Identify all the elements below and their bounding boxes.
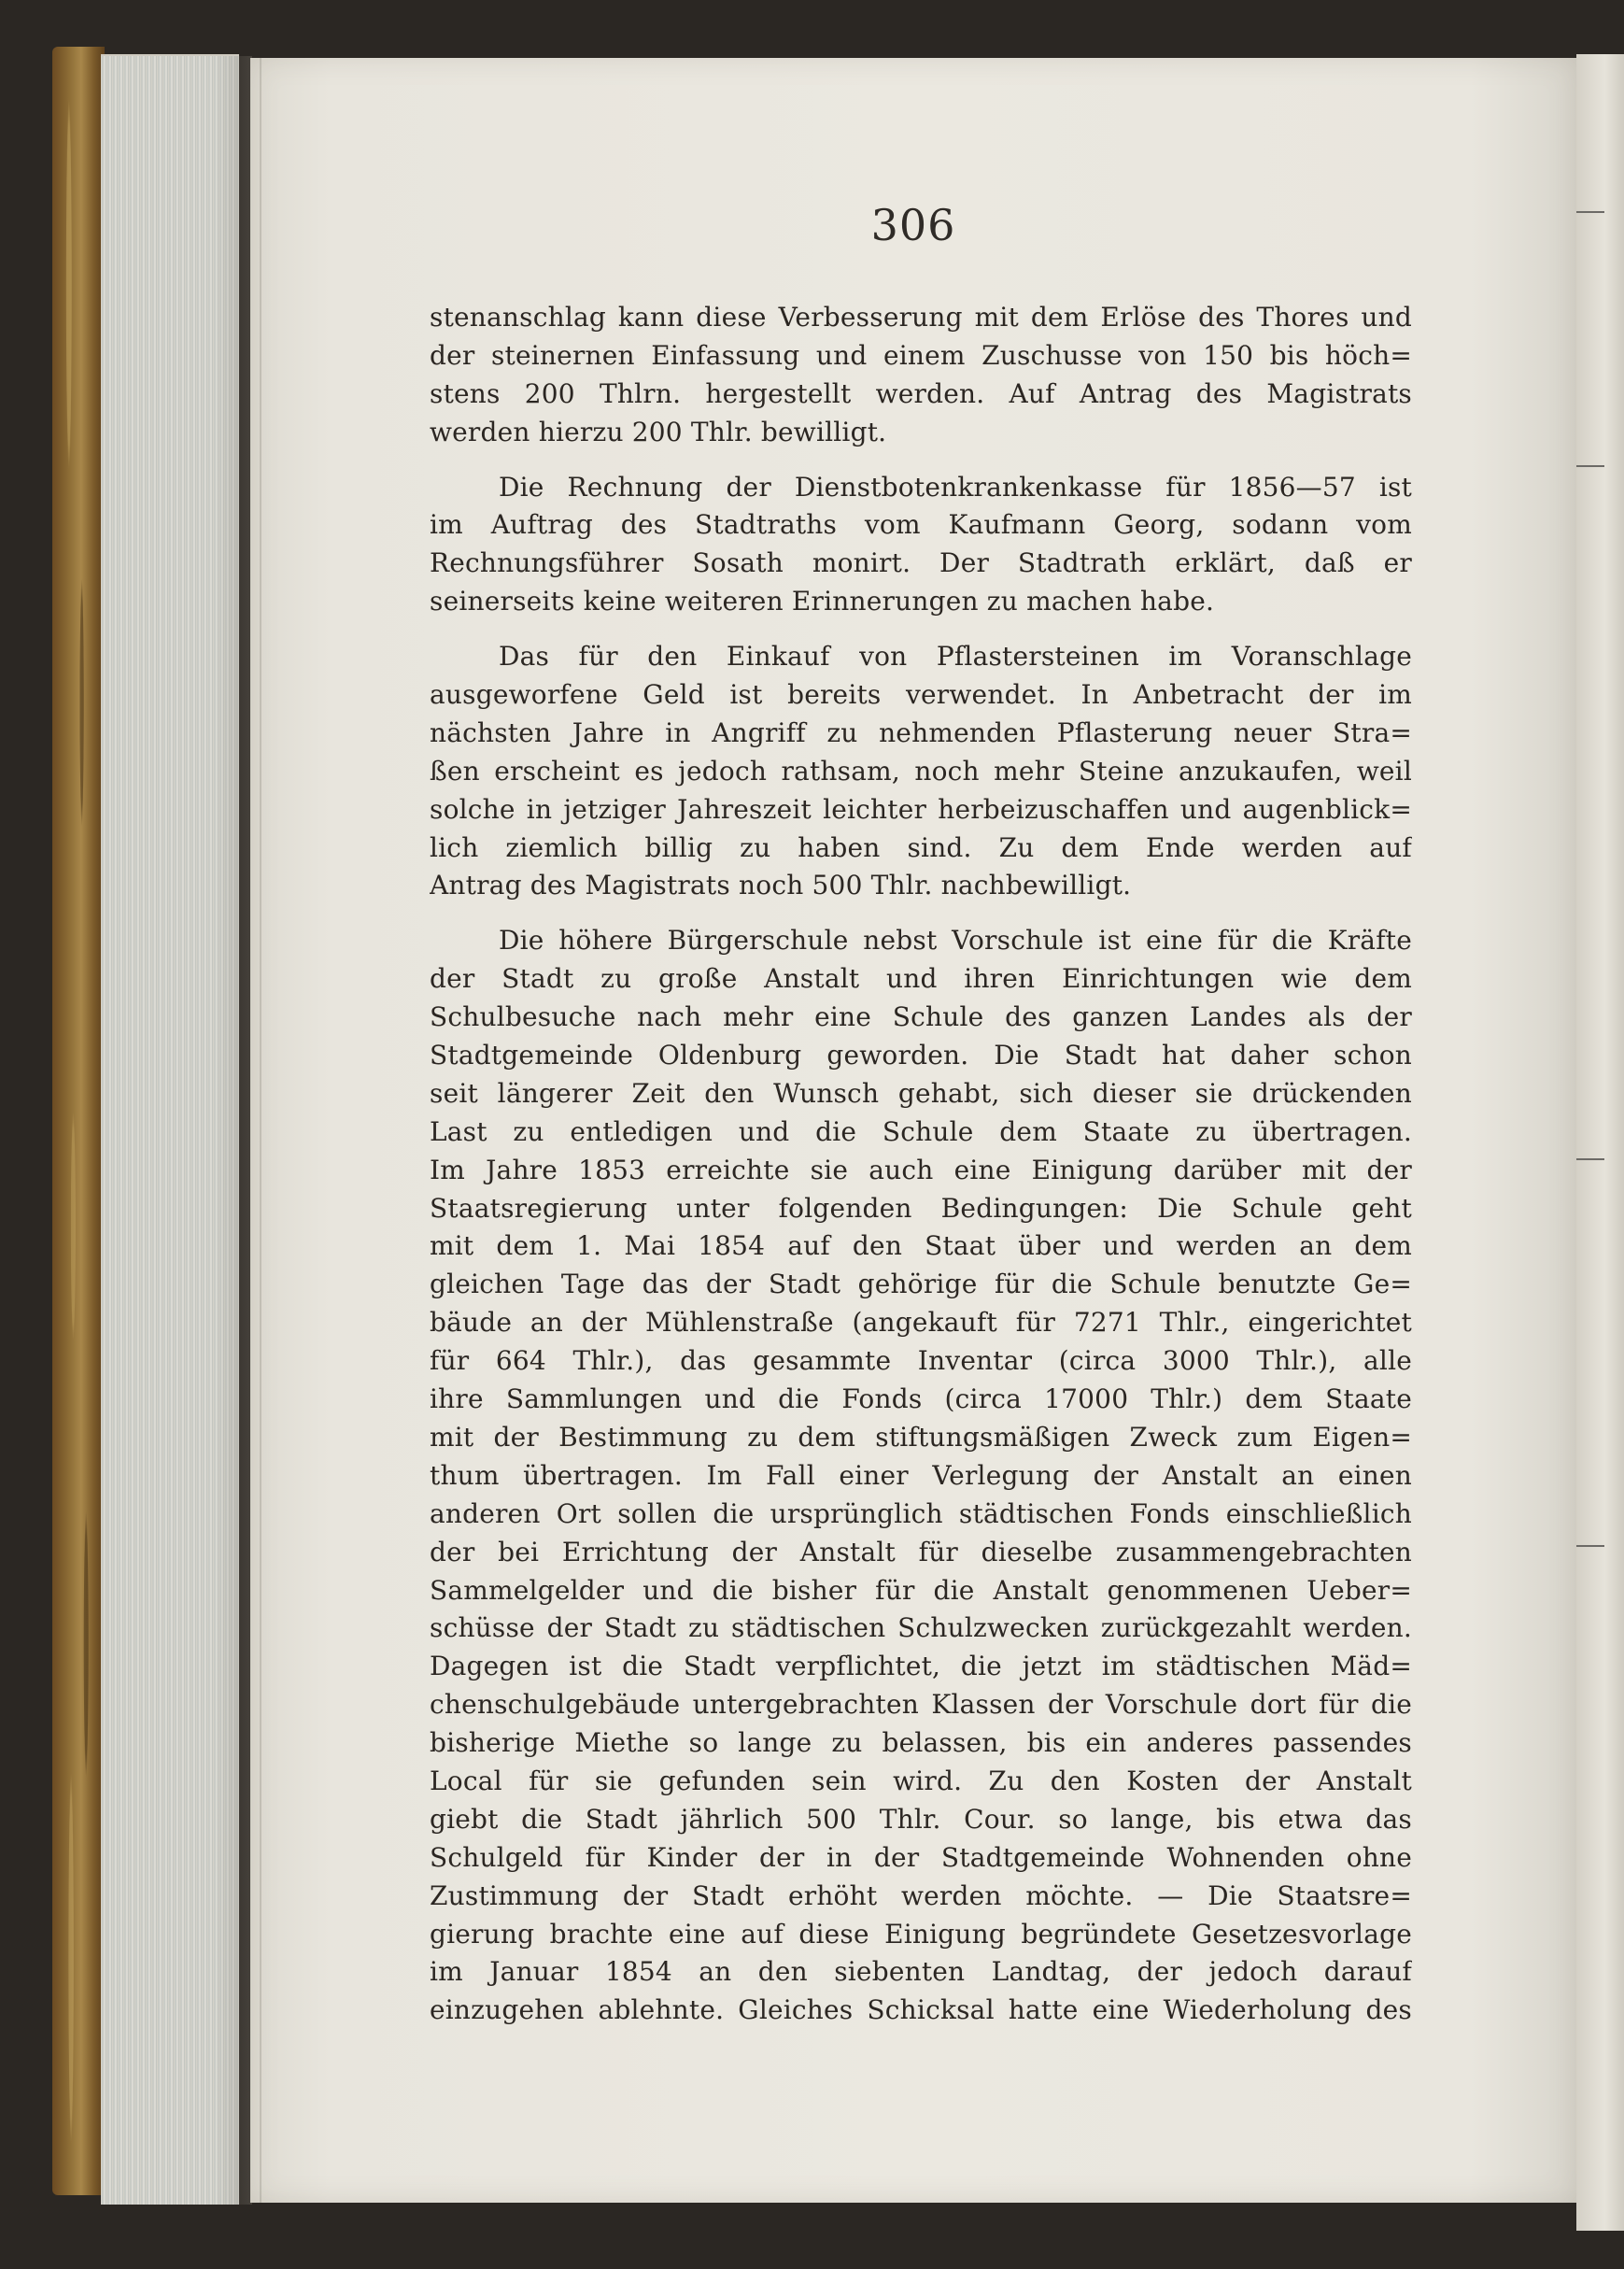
- page-edges-shadow: [215, 56, 252, 2205]
- text-line: Stadtgemeinde Oldenburg geworden. Die Stadt hat daher schon: [430, 1040, 1412, 1071]
- text-line: der bei Errichtung der Anstalt für dieselbe zusammengebrachten: [430, 1536, 1412, 1567]
- text-line: gierung brachte eine auf diese Einigung begründete Gesetzesvorlage: [430, 1918, 1412, 1950]
- text-line: Die Rechnung der Dienstbotenkrankenkasse für 1856—57 ist: [499, 471, 1412, 503]
- text-line: Im Jahre 1853 erreichte sie auch eine Einigung darüber mit der: [430, 1154, 1412, 1185]
- paragraph: [430, 638, 1412, 905]
- text-line: der steinernen Einfassung und einem Zuschusse von 150 bis höch=: [430, 339, 1412, 371]
- text-line: anderen Ort sollen die ursprünglich städtischen Fonds einschließlich: [430, 1497, 1412, 1529]
- text-line: stens 200 Thlrn. hergestellt werden. Auf Antrag des Magistrats: [430, 377, 1412, 409]
- text-line: werden hierzu 200 Thlr. bewilligt.: [430, 416, 887, 447]
- text-line: mit der Bestimmung zu dem stiftungsmäßigen Zweck zum Eigen=: [430, 1421, 1412, 1453]
- text-line: seit längerer Zeit den Wunsch gehabt, sich dieser sie drückenden: [430, 1077, 1412, 1109]
- text-line: seinerseits keine weiteren Erinnerungen zu machen habe.: [430, 586, 1215, 617]
- text-line: schüsse der Stadt zu städtischen Schulzwecken zurückgezahlt werden.: [430, 1612, 1412, 1644]
- text-line: gleichen Tage das der Stadt gehörige für die Schule benutzte Ge=: [430, 1269, 1412, 1300]
- cover-marbling: [56, 75, 99, 2167]
- page-edge-tick: [1576, 1545, 1604, 1547]
- text-line: chenschulgebäude untergebrachten Klassen der Vorschule dort für die: [430, 1689, 1412, 1721]
- book-page: [250, 58, 1576, 2203]
- paragraph: [430, 469, 1412, 622]
- text-line: Schulgeld für Kinder der in der Stadtgemeinde Wohnenden ohne: [430, 1841, 1412, 1873]
- text-line: Sammelgelder und die bisher für die Anstalt genommenen Ueber=: [430, 1574, 1412, 1606]
- text-line: bäude an der Mühlenstraße (angekauft für 7271 Thlr., eingerichtet: [430, 1307, 1412, 1339]
- paragraph: [430, 922, 1412, 2030]
- text-line: Staatsregierung unter folgenden Bedingungen: Die Schule geht: [430, 1192, 1412, 1224]
- text-line: giebt die Stadt jährlich 500 Thlr. Cour. so lange, bis etwa das: [430, 1803, 1412, 1835]
- paragraph: [430, 299, 1412, 452]
- text-line: Local für sie gefunden sein wird. Zu den Kosten der Anstalt: [430, 1765, 1412, 1796]
- page-number: 306: [870, 200, 956, 250]
- text-line: einzugehen ablehnte. Gleiches Schicksal hatte eine Wiederholung des: [430, 1994, 1412, 2026]
- page-edge-tick: [1576, 1158, 1604, 1160]
- text-line: ausgeworfene Geld ist bereits verwendet. In Anbetracht der im: [430, 679, 1412, 711]
- text-line: ßen erscheint es jedoch rathsam, noch mehr Steine anzukaufen, weil: [430, 755, 1412, 787]
- text-line: der Stadt zu große Anstalt und ihren Einrichtungen wie dem: [430, 963, 1412, 995]
- text-line: bisherige Miethe so lange zu belassen, bis ein anderes passendes: [430, 1727, 1412, 1759]
- text-line: Last zu entledigen und die Schule dem Staate zu übertragen.: [430, 1115, 1412, 1147]
- text-line: stenanschlag kann diese Verbesserung mit dem Erlöse des Thores und: [430, 302, 1412, 333]
- text-line: mit dem 1. Mai 1854 auf den Staat über und werden an dem: [430, 1230, 1412, 1262]
- text-line: nächsten Jahre in Angriff zu nehmenden Pflasterung neuer Stra=: [430, 716, 1412, 748]
- gutter-line: [260, 58, 261, 2203]
- page-edge-tick: [1576, 465, 1604, 467]
- page-edge-tick: [1576, 211, 1604, 213]
- text-line: Rechnungsführer Sosath monirt. Der Stadtrath erklärt, daß er: [430, 547, 1412, 579]
- body-text: [430, 299, 1412, 2030]
- text-line: Zustimmung der Stadt erhöht werden möchte. — Die Staatsre=: [430, 1879, 1412, 1911]
- text-line: ihre Sammlungen und die Fonds (circa 17000 Thlr.) dem Staate: [430, 1383, 1412, 1415]
- text-line: für 664 Thlr.), das gesammte Inventar (circa 3000 Thlr.), alle: [430, 1345, 1412, 1377]
- text-line: Schulbesuche nach mehr eine Schule des ganzen Landes als der: [430, 1001, 1412, 1033]
- text-line: Das für den Einkauf von Pflastersteinen im Voranschlage: [499, 641, 1412, 673]
- next-page-edge: [1576, 54, 1624, 2231]
- text-line: im Auftrag des Stadtraths vom Kaufmann Georg, sodann vom: [430, 509, 1412, 541]
- text-line: thum übertragen. Im Fall einer Verlegung der Anstalt an einen: [430, 1459, 1412, 1491]
- text-line: Die höhere Bürgerschule nebst Vorschule ist eine für die Kräfte: [499, 925, 1412, 957]
- text-line: Antrag des Magistrats noch 500 Thlr. nachbewilligt.: [430, 870, 1132, 901]
- text-line: lich ziemlich billig zu haben sind. Zu dem Ende werden auf: [430, 831, 1412, 863]
- text-line: solche in jetziger Jahreszeit leichter herbeizuschaffen und augenblick=: [430, 793, 1412, 825]
- text-line: Dagegen ist die Stadt verpflichtet, die jetzt im städtischen Mäd=: [430, 1651, 1412, 1682]
- text-line: im Januar 1854 an den siebenten Landtag, der jedoch darauf: [430, 1956, 1412, 1988]
